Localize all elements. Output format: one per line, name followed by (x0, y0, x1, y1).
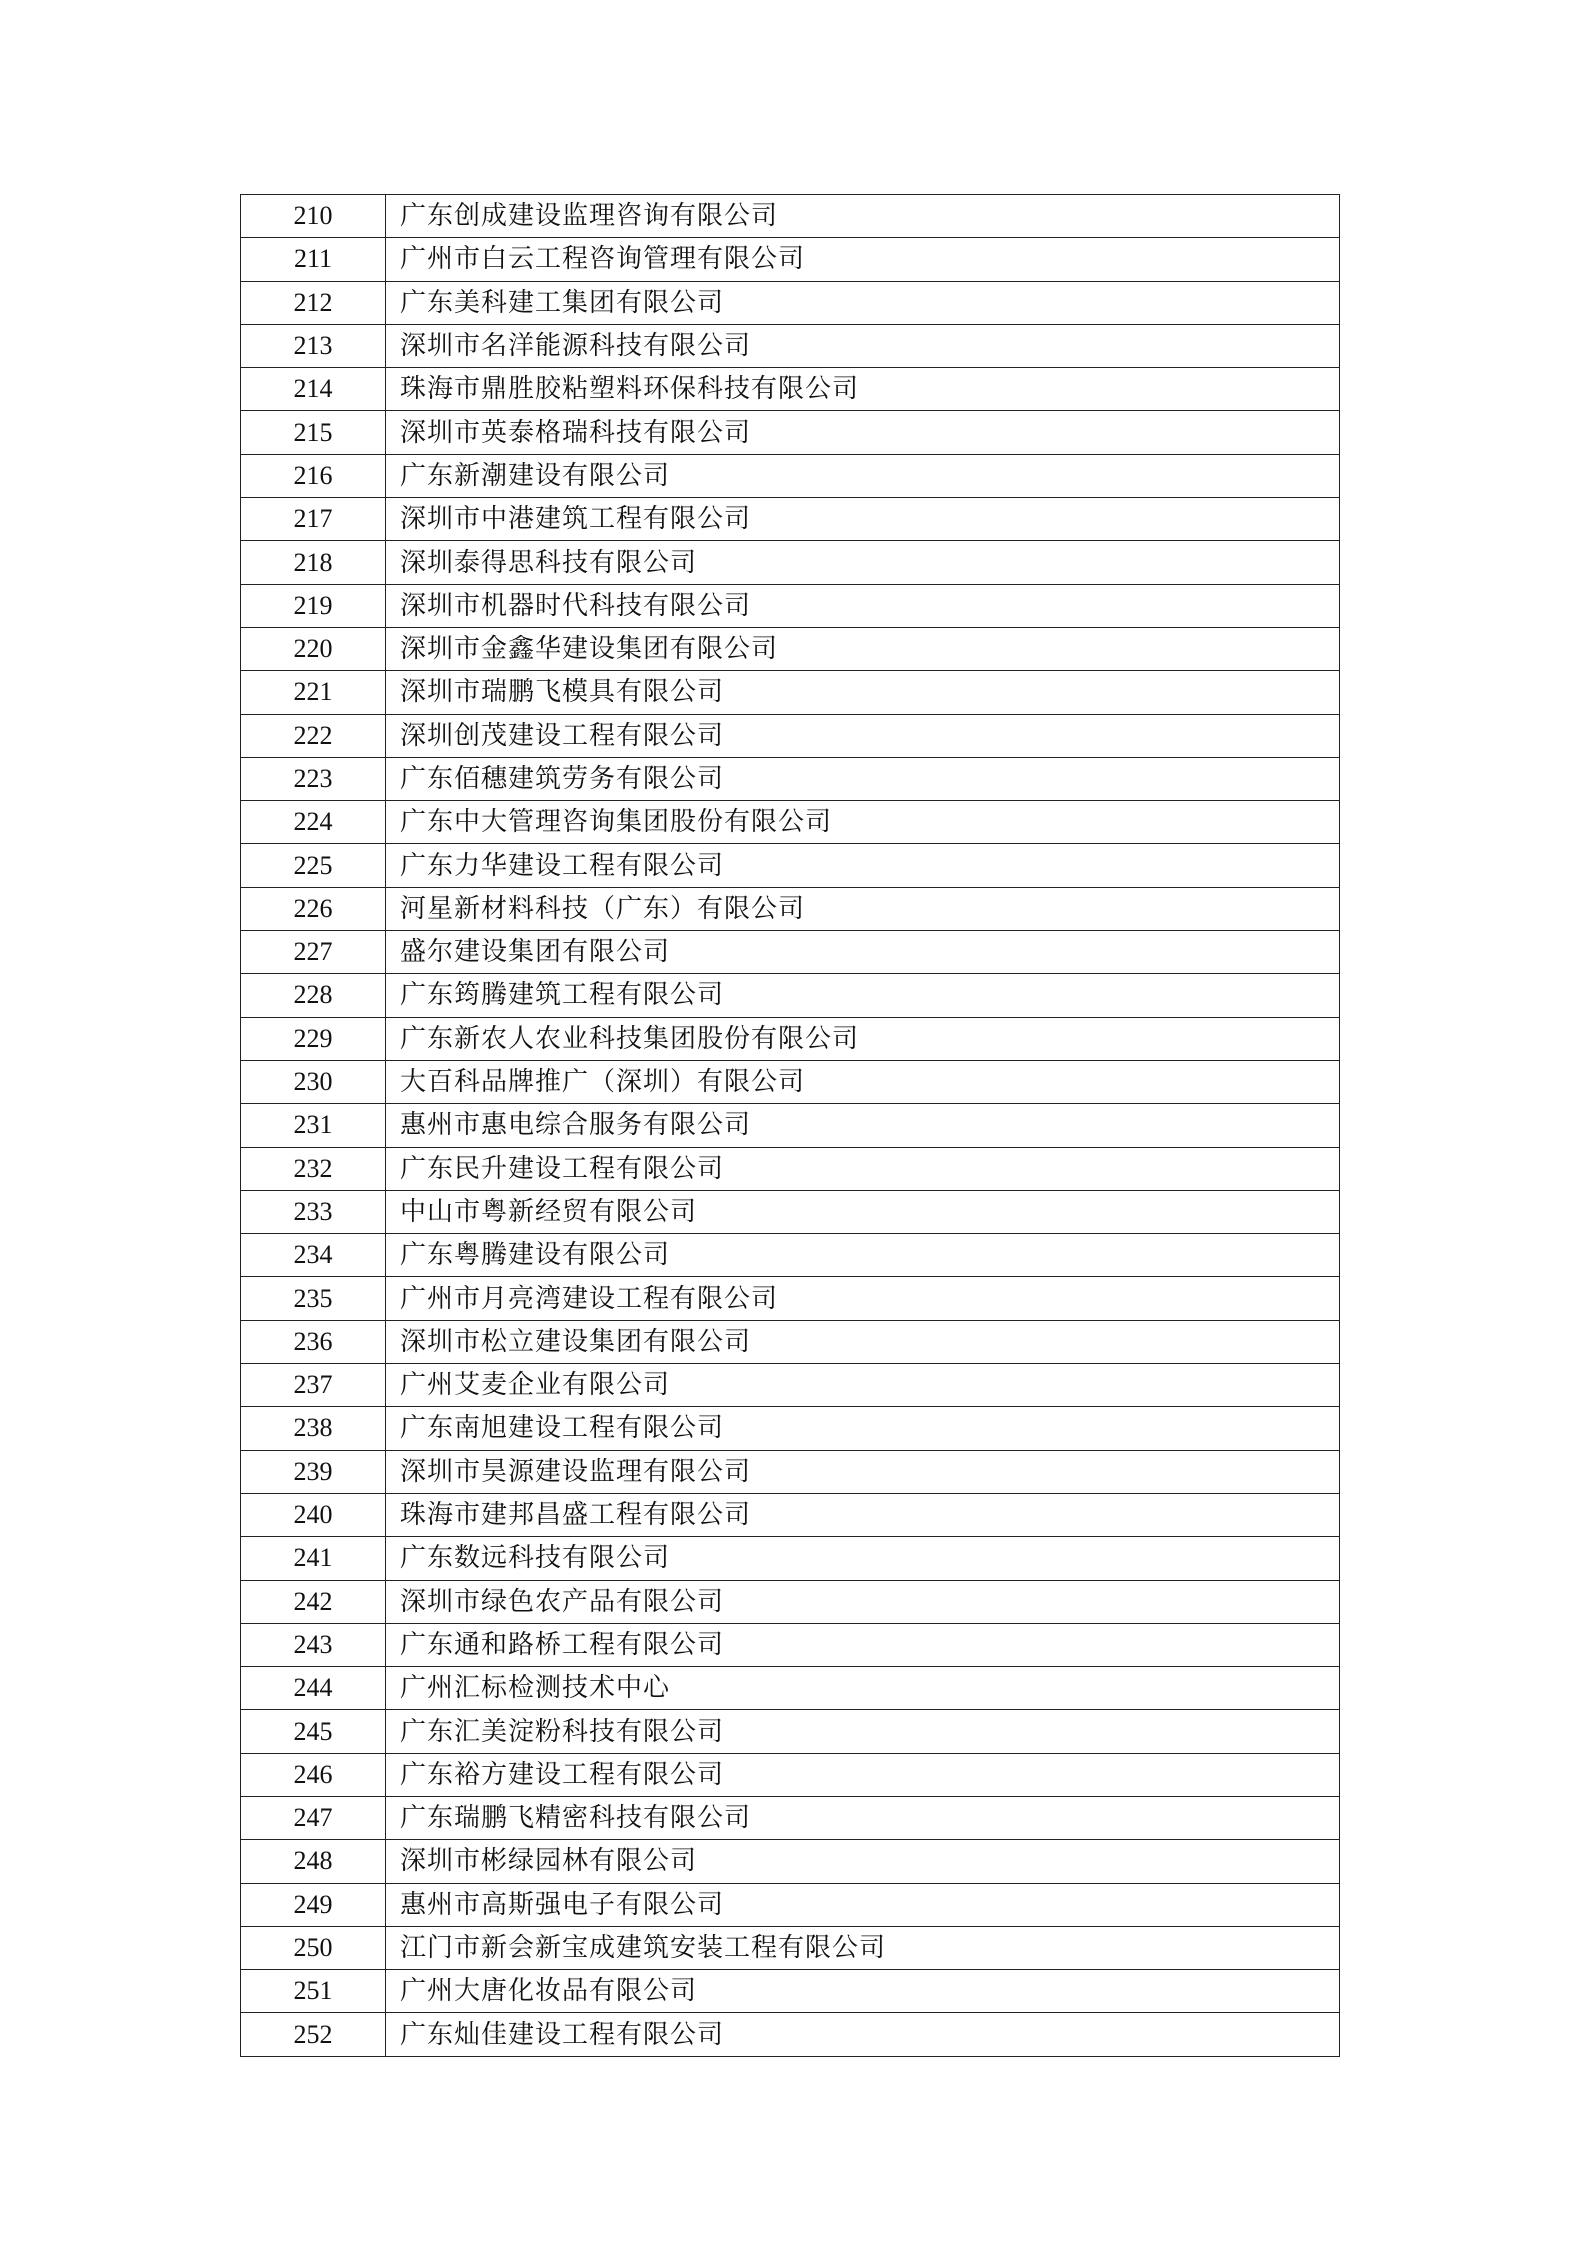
company-name-cell: 珠海市鼎胜胶粘塑料环保科技有限公司 (386, 368, 1340, 411)
table-row (241, 1753, 1340, 1796)
table-row (241, 1277, 1340, 1320)
table-row (241, 281, 1340, 324)
row-number-cell: 217 (241, 498, 386, 541)
table-row (241, 1320, 1340, 1363)
table-row (241, 801, 1340, 844)
row-number-cell: 223 (241, 757, 386, 800)
company-list-body (241, 195, 1340, 2057)
company-name-cell: 深圳市瑞鹏飞模具有限公司 (386, 671, 1340, 714)
company-name-cell: 广东佰穗建筑劳务有限公司 (386, 757, 1340, 800)
company-name-cell: 广东筠腾建筑工程有限公司 (386, 974, 1340, 1017)
row-number-cell: 216 (241, 454, 386, 497)
company-list-table (240, 194, 1340, 2057)
table-row (241, 1017, 1340, 1060)
table-row (241, 714, 1340, 757)
company-name-cell: 广东数远科技有限公司 (386, 1537, 1340, 1580)
table-row (241, 844, 1340, 887)
company-name-cell: 深圳市昊源建设监理有限公司 (386, 1450, 1340, 1493)
row-number-cell: 247 (241, 1796, 386, 1839)
table-row (241, 1537, 1340, 1580)
company-name-cell: 广州大唐化妆品有限公司 (386, 1970, 1340, 2013)
row-number-cell: 229 (241, 1017, 386, 1060)
table-row (241, 757, 1340, 800)
row-number-cell: 245 (241, 1710, 386, 1753)
row-number-cell: 235 (241, 1277, 386, 1320)
row-number-cell: 221 (241, 671, 386, 714)
table-row (241, 1147, 1340, 1190)
row-number-cell: 224 (241, 801, 386, 844)
table-row (241, 1580, 1340, 1623)
company-name-cell: 广东新农人农业科技集团股份有限公司 (386, 1017, 1340, 1060)
company-name-cell: 广东通和路桥工程有限公司 (386, 1623, 1340, 1666)
company-name-cell: 广东新潮建设有限公司 (386, 454, 1340, 497)
table-row (241, 1840, 1340, 1883)
company-name-cell: 深圳市绿色农产品有限公司 (386, 1580, 1340, 1623)
company-name-cell: 惠州市高斯强电子有限公司 (386, 1883, 1340, 1926)
company-name-cell: 广东南旭建设工程有限公司 (386, 1407, 1340, 1450)
table-row (241, 195, 1340, 238)
table-row (241, 931, 1340, 974)
table-row (241, 1926, 1340, 1969)
row-number-cell: 211 (241, 238, 386, 281)
table-row (241, 1710, 1340, 1753)
company-name-cell: 广州市月亮湾建设工程有限公司 (386, 1277, 1340, 1320)
table-row (241, 974, 1340, 1017)
row-number-cell: 228 (241, 974, 386, 1017)
row-number-cell: 244 (241, 1667, 386, 1710)
company-name-cell: 深圳市松立建设集团有限公司 (386, 1320, 1340, 1363)
row-number-cell: 220 (241, 627, 386, 670)
company-name-cell: 深圳创茂建设工程有限公司 (386, 714, 1340, 757)
row-number-cell: 233 (241, 1190, 386, 1233)
row-number-cell: 246 (241, 1753, 386, 1796)
table-row (241, 1190, 1340, 1233)
table-row (241, 1060, 1340, 1103)
company-name-cell: 深圳市机器时代科技有限公司 (386, 584, 1340, 627)
table-row (241, 238, 1340, 281)
company-name-cell: 广东力华建设工程有限公司 (386, 844, 1340, 887)
table-row (241, 1493, 1340, 1536)
table-row (241, 1450, 1340, 1493)
row-number-cell: 237 (241, 1364, 386, 1407)
table-row (241, 1667, 1340, 1710)
company-name-cell: 广东美科建工集团有限公司 (386, 281, 1340, 324)
company-name-cell: 深圳市英泰格瑞科技有限公司 (386, 411, 1340, 454)
table-row (241, 541, 1340, 584)
company-name-cell: 深圳市中港建筑工程有限公司 (386, 498, 1340, 541)
table-row (241, 671, 1340, 714)
row-number-cell: 227 (241, 931, 386, 974)
row-number-cell: 226 (241, 887, 386, 930)
row-number-cell: 248 (241, 1840, 386, 1883)
table-row (241, 411, 1340, 454)
row-number-cell: 225 (241, 844, 386, 887)
row-number-cell: 241 (241, 1537, 386, 1580)
row-number-cell: 239 (241, 1450, 386, 1493)
table-row (241, 1407, 1340, 1450)
company-name-cell: 惠州市惠电综合服务有限公司 (386, 1104, 1340, 1147)
company-name-cell: 深圳市彬绿园林有限公司 (386, 1840, 1340, 1883)
table-row (241, 368, 1340, 411)
table-row (241, 887, 1340, 930)
company-name-cell: 广东灿佳建设工程有限公司 (386, 2013, 1340, 2056)
table-row (241, 1104, 1340, 1147)
company-name-cell: 中山市粤新经贸有限公司 (386, 1190, 1340, 1233)
row-number-cell: 232 (241, 1147, 386, 1190)
table-row (241, 1364, 1340, 1407)
row-number-cell: 251 (241, 1970, 386, 2013)
table-row (241, 454, 1340, 497)
company-name-cell: 河星新材料科技（广东）有限公司 (386, 887, 1340, 930)
row-number-cell: 240 (241, 1493, 386, 1536)
row-number-cell: 252 (241, 2013, 386, 2056)
row-number-cell: 234 (241, 1234, 386, 1277)
row-number-cell: 214 (241, 368, 386, 411)
company-name-cell: 广东创成建设监理咨询有限公司 (386, 195, 1340, 238)
table-row (241, 1234, 1340, 1277)
company-name-cell: 广东中大管理咨询集团股份有限公司 (386, 801, 1340, 844)
row-number-cell: 243 (241, 1623, 386, 1666)
table-row (241, 1970, 1340, 2013)
table-row (241, 498, 1340, 541)
row-number-cell: 236 (241, 1320, 386, 1363)
row-number-cell: 212 (241, 281, 386, 324)
company-name-cell: 广东汇美淀粉科技有限公司 (386, 1710, 1340, 1753)
row-number-cell: 210 (241, 195, 386, 238)
company-name-cell: 江门市新会新宝成建筑安装工程有限公司 (386, 1926, 1340, 1969)
row-number-cell: 219 (241, 584, 386, 627)
table-row (241, 1796, 1340, 1839)
company-name-cell: 大百科品牌推广（深圳）有限公司 (386, 1060, 1340, 1103)
company-name-cell: 广东民升建设工程有限公司 (386, 1147, 1340, 1190)
table-row (241, 324, 1340, 367)
company-name-cell: 广东粤腾建设有限公司 (386, 1234, 1340, 1277)
table-row (241, 1623, 1340, 1666)
row-number-cell: 238 (241, 1407, 386, 1450)
company-name-cell: 广州艾麦企业有限公司 (386, 1364, 1340, 1407)
table-row (241, 1883, 1340, 1926)
company-name-cell: 广州市白云工程咨询管理有限公司 (386, 238, 1340, 281)
row-number-cell: 213 (241, 324, 386, 367)
company-name-cell: 深圳市金鑫华建设集团有限公司 (386, 627, 1340, 670)
company-name-cell: 盛尔建设集团有限公司 (386, 931, 1340, 974)
table-row (241, 627, 1340, 670)
company-name-cell: 广东瑞鹏飞精密科技有限公司 (386, 1796, 1340, 1839)
row-number-cell: 222 (241, 714, 386, 757)
row-number-cell: 250 (241, 1926, 386, 1969)
row-number-cell: 231 (241, 1104, 386, 1147)
row-number-cell: 230 (241, 1060, 386, 1103)
company-name-cell: 深圳市名洋能源科技有限公司 (386, 324, 1340, 367)
company-name-cell: 深圳泰得思科技有限公司 (386, 541, 1340, 584)
row-number-cell: 215 (241, 411, 386, 454)
company-name-cell: 广东裕方建设工程有限公司 (386, 1753, 1340, 1796)
company-name-cell: 广州汇标检测技术中心 (386, 1667, 1340, 1710)
row-number-cell: 242 (241, 1580, 386, 1623)
table-row (241, 2013, 1340, 2056)
table-row (241, 584, 1340, 627)
row-number-cell: 218 (241, 541, 386, 584)
row-number-cell: 249 (241, 1883, 386, 1926)
company-name-cell: 珠海市建邦昌盛工程有限公司 (386, 1493, 1340, 1536)
